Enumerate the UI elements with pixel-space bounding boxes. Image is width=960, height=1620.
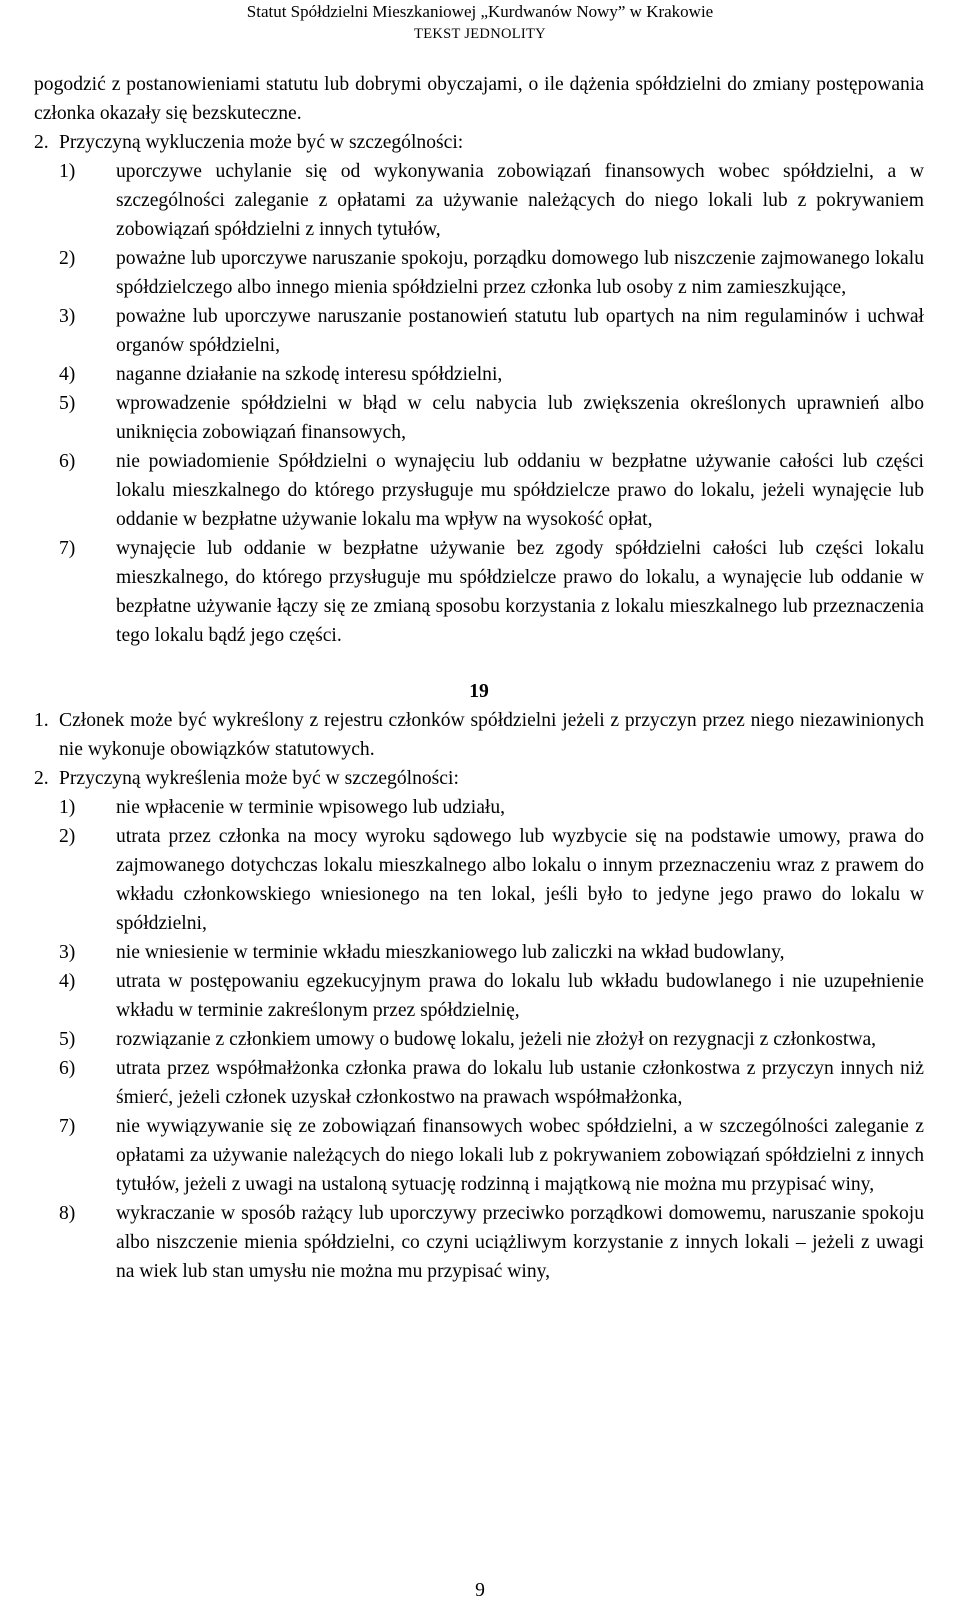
item-text: wynajęcie lub oddanie w bezpłatne używanie bez zgody spółdzielni całości lub części lokalu mieszkalnego, do którego przysługuje mu spółdzielcze prawo do lokalu, a wynajęcie lub oddanie w bezpłatne używanie łączy się ze zmianą sposobu korzystania z lokalu mieszkalnego lub przeznaczenia tego lokalu bądź jego części. bbox=[116, 538, 924, 646]
item-number: 2) bbox=[59, 248, 76, 269]
item-text: rozwiązanie z członkiem umowy o budowę lokalu, jeżeli nie złożył on rezygnacji z członkostwa, bbox=[116, 1029, 877, 1050]
list-item bbox=[59, 534, 924, 650]
item-number: 3) bbox=[59, 306, 76, 327]
document-subtitle: TEKST JEDNOLITY bbox=[414, 26, 546, 42]
item-number: 1) bbox=[59, 797, 76, 818]
item-text: utrata przez członka na mocy wyroku sądowego lub wyzbycie się na podstawie umowy, prawa do zajmowanego dotychczas lokalu mieszkalnego albo lokalu o innym przeznaczeniu wraz z prawem do wkładu członkowskiego wniesionego na ten lokal, jeśli było to jedyne jego prawo do lokalu w spółdzielni, bbox=[116, 826, 924, 934]
item-text: nie wpłacenie w terminie wpisowego lub udziału, bbox=[116, 797, 506, 818]
exclusion-reasons-list bbox=[34, 157, 924, 650]
section-heading: 19 bbox=[469, 681, 489, 702]
item-text: utrata przez współmałżonka członka prawa do lokalu lub ustanie członkostwa z przyczyn innych niż śmierć, jeżeli członek uzyskał członkostwo na prawach współmałżonka, bbox=[116, 1058, 924, 1108]
list-item bbox=[59, 822, 924, 938]
item-text: naganne działanie na szkodę interesu spółdzielni, bbox=[116, 364, 503, 385]
item-number: 6) bbox=[59, 451, 76, 472]
paragraph-text: Przyczyną wykreślenia może być w szczególności: bbox=[59, 768, 459, 789]
item-text: wprowadzenie spółdzielni w błąd w celu nabycia lub zwiększenia określonych uprawnień albo uniknięcia zobowiązań finansowych, bbox=[116, 393, 924, 443]
document-body bbox=[34, 70, 924, 1286]
item-number: 5) bbox=[59, 1029, 76, 1050]
section-paragraph-1 bbox=[34, 706, 924, 764]
item-number: 8) bbox=[59, 1203, 76, 1224]
list-item bbox=[59, 1054, 924, 1112]
list-item bbox=[59, 1112, 924, 1199]
page-number: 9 bbox=[475, 1580, 485, 1601]
paragraph-number: 2. bbox=[34, 768, 49, 789]
list-item bbox=[59, 938, 924, 967]
item-number: 7) bbox=[59, 1116, 76, 1137]
list-item bbox=[59, 967, 924, 1025]
intro-paragraph: pogodzić z postanowieniami statutu lub dobrymi obyczajami, o ile dążenia spółdzielni do zmiany postępowania członka okazały się bezskuteczne. bbox=[34, 74, 924, 124]
item-text: nie wywiązywanie się ze zobowiązań finansowych wobec spółdzielni, a w szczególności zaleganie z opłatami za używanie należących do niego lokali lub z pokrywaniem zobowiązań spółdzielni z innych tytułów, jeżeli z uwagi na ustaloną sytuację rodzinną i majątkową nie można mu przypisać winy, bbox=[116, 1116, 924, 1195]
removal-reasons-list bbox=[34, 793, 924, 1286]
item-number: 5) bbox=[59, 393, 76, 414]
item-text: wykraczanie w sposób rażący lub uporczywy przeciwko porządkowi domowemu, naruszanie spokoju albo niszczenie mienia spółdzielni, co czyni uciążliwym korzystanie z innych lokali – jeżeli z uwagi na wiek lub stan umysłu nie można mu przypisać winy, bbox=[116, 1203, 924, 1282]
list-item bbox=[59, 1025, 924, 1054]
item-text: nie wniesienie w terminie wkładu mieszkaniowego lub zaliczki na wkład budowlany, bbox=[116, 942, 785, 963]
list-item bbox=[59, 793, 924, 822]
paragraph-2 bbox=[34, 128, 924, 157]
item-number: 3) bbox=[59, 942, 76, 963]
list-item bbox=[59, 389, 924, 447]
paragraph-text: Przyczyną wykluczenia może być w szczególności: bbox=[59, 132, 464, 153]
item-number: 6) bbox=[59, 1058, 76, 1079]
item-number: 7) bbox=[59, 538, 76, 559]
item-number: 4) bbox=[59, 971, 76, 992]
item-text: utrata w postępowaniu egzekucyjnym prawa do lokalu lub wkładu budowlanego i nie uzupełnienie wkładu w terminie zakreślonym przez spółdzielnię, bbox=[116, 971, 924, 1021]
list-item bbox=[59, 447, 924, 534]
list-item bbox=[59, 302, 924, 360]
paragraph-number: 1. bbox=[34, 710, 49, 731]
item-text: poważne lub uporczywe naruszanie spokoju, porządku domowego lub niszczenie zajmowanego lokalu spółdzielczego albo innego mienia spółdzielni przez członka lub osoby z nim zamieszkujące, bbox=[116, 248, 924, 298]
page-header bbox=[0, 0, 960, 45]
list-item bbox=[59, 244, 924, 302]
list-item bbox=[59, 360, 924, 389]
item-number: 2) bbox=[59, 826, 76, 847]
document-title: Statut Spółdzielni Mieszkaniowej „Kurdwanów Nowy” w Krakowie bbox=[246, 2, 714, 21]
item-number: 1) bbox=[59, 161, 76, 182]
list-item bbox=[59, 157, 924, 244]
item-text: uporczywe uchylanie się od wykonywania zobowiązań finansowych wobec spółdzielni, a w szczególności zaleganie z opłatami za używanie należących do niego lokali lub z pokrywaniem zobowiązań spółdzielni z innych tytułów, bbox=[116, 161, 924, 240]
item-text: poważne lub uporczywe naruszanie postanowień statutu lub opartych na nim regulaminów i uchwał organów spółdzielni, bbox=[116, 306, 924, 356]
list-item bbox=[59, 1199, 924, 1286]
item-number: 4) bbox=[59, 364, 76, 385]
item-text: nie powiadomienie Spółdzielni o wynajęciu lub oddaniu w bezpłatne używanie całości lub części lokalu mieszkalnego do którego przysługuje mu spółdzielcze prawo do lokalu, jeżeli wynajęcie lub oddanie w bezpłatne używanie lokalu ma wpływ na wysokość opłat, bbox=[116, 451, 924, 530]
paragraph-text: Członek może być wykreślony z rejestru członków spółdzielni jeżeli z przyczyn przez niego niezawinionych nie wykonuje obowiązków statutowych. bbox=[59, 710, 924, 760]
section-paragraph-2 bbox=[34, 764, 924, 793]
paragraph-number: 2. bbox=[34, 132, 49, 153]
